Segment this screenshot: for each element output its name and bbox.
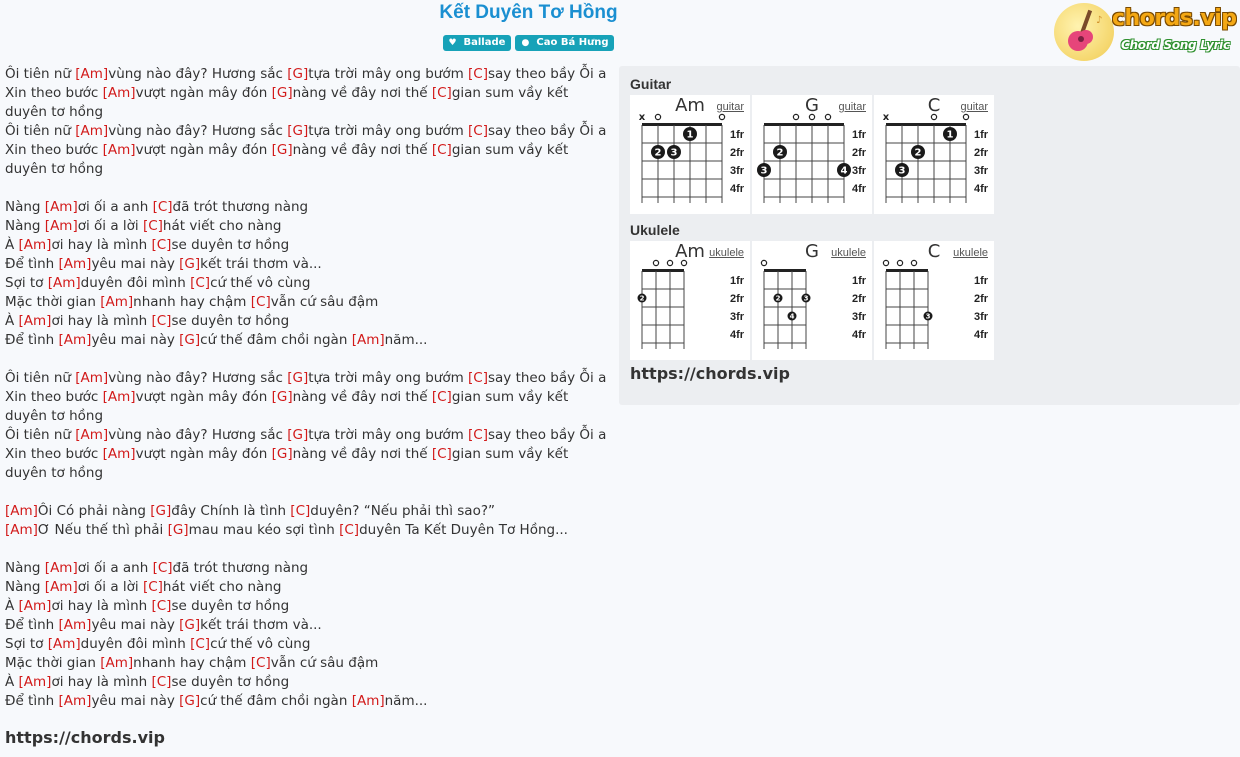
instrument-link[interactable]: ukulele — [831, 247, 866, 259]
fret-label: 4fr — [974, 329, 989, 341]
lyric-text: Để tình — [5, 256, 59, 272]
lyric-text: Sợi tơ — [5, 275, 48, 291]
open-string-marker — [793, 114, 798, 119]
lyric-text: gian sum vầy kết duyên tơ hồng — [5, 389, 569, 424]
finger-number: 3 — [670, 147, 678, 159]
chord-marker[interactable]: [C] — [151, 674, 172, 690]
lyric-text: ơi hay là mình — [51, 313, 152, 329]
chord-marker[interactable]: [G] — [179, 693, 201, 709]
instrument-link[interactable]: guitar — [838, 101, 866, 113]
user-icon: ● — [521, 38, 530, 48]
panel-site-url[interactable]: https://chords.vip — [630, 364, 790, 383]
chord-marker[interactable]: [C] — [431, 446, 452, 462]
lyric-text: Mặc thời gian — [5, 294, 101, 310]
lyric-text: năm... — [384, 693, 428, 709]
chord-marker[interactable]: [Am] — [47, 636, 81, 652]
lyric-text: nàng về đây nơi thế — [292, 446, 432, 462]
lyric-text: gian sum vầy kết duyên tơ hồng — [5, 446, 569, 481]
lyric-gap — [5, 483, 610, 502]
chord-marker[interactable]: [Am] — [44, 560, 78, 576]
chord-marker[interactable]: [G] — [271, 85, 293, 101]
chord-marker[interactable]: [Am] — [102, 389, 136, 405]
chord-marker[interactable]: [C] — [468, 370, 488, 386]
chord-marker[interactable]: [Am] — [18, 674, 52, 690]
finger-number: 3 — [803, 294, 809, 303]
lyric-text: Ôi tiên nữ — [5, 370, 76, 386]
lyric-line — [5, 692, 610, 711]
lyric-text: tựa trời mây ong bướm — [308, 123, 469, 139]
lyric-text: say theo bầy Ỗi a — [487, 427, 607, 443]
chord-marker[interactable]: [C] — [152, 199, 173, 215]
chord-marker[interactable]: [C] — [190, 636, 211, 652]
lyric-text: ơi hay là mình — [51, 674, 152, 690]
lyric-text: Nàng — [5, 199, 45, 215]
lyric-text: yêu mai này — [91, 256, 180, 272]
lyric-text: gian sum vầy kết duyên tơ hồng — [5, 142, 569, 177]
open-string-marker — [681, 260, 686, 265]
guitar-chord-card-g[interactable] — [752, 95, 872, 214]
chord-marker[interactable]: [Am] — [5, 503, 38, 519]
lyric-text: nàng về đây nơi thế — [292, 142, 432, 158]
lyric-line — [5, 236, 610, 255]
chord-marker[interactable]: [Am] — [75, 123, 109, 139]
chord-marker[interactable]: [G] — [271, 389, 293, 405]
fret-label: 4fr — [852, 329, 867, 341]
lyric-text: Xin theo bước — [5, 389, 103, 405]
lyric-text: vượt ngàn mây đón — [135, 142, 272, 158]
lyric-text: Sợi tơ — [5, 636, 48, 652]
fret-label: 1fr — [730, 275, 745, 287]
open-string-marker — [897, 260, 902, 265]
open-string-marker — [719, 114, 724, 119]
chord-marker[interactable]: [G] — [179, 617, 201, 633]
lyric-line — [5, 274, 610, 293]
lyric-line — [5, 654, 610, 673]
lyric-text: đây Chính là tình — [171, 503, 291, 519]
lyric-line — [5, 502, 610, 521]
fret-label: 3fr — [730, 311, 745, 323]
lyric-text: ơi hay là mình — [51, 237, 152, 253]
finger-dot — [895, 163, 909, 177]
lyric-text: nhanh hay chậm — [133, 655, 251, 671]
lyric-text: duyên đôi mình — [80, 636, 191, 652]
chord-marker[interactable]: [G] — [287, 123, 309, 139]
lyric-text: Nàng — [5, 579, 45, 595]
lyric-text: Nàng — [5, 560, 45, 576]
finger-number: 2 — [775, 294, 781, 303]
chord-marker[interactable]: [Am] — [75, 370, 109, 386]
lyric-text: hát viết cho nàng — [162, 579, 282, 595]
chord-marker[interactable]: [C] — [431, 142, 452, 158]
lyric-text: hát viết cho nàng — [162, 218, 282, 234]
lyric-gap — [5, 350, 610, 369]
finger-dot — [638, 294, 647, 303]
lyric-line — [5, 293, 610, 312]
finger-dot — [683, 127, 697, 141]
chord-marker[interactable]: [Am] — [102, 446, 136, 462]
finger-dot — [943, 127, 957, 141]
lyric-text: cứ thế đâm chồi ngàn — [200, 332, 352, 348]
chord-marker[interactable]: [C] — [250, 655, 271, 671]
finger-dot — [774, 294, 783, 303]
chord-marker[interactable]: [G] — [179, 332, 201, 348]
lyric-text: nàng về đây nơi thế — [292, 389, 432, 405]
lyric-text: vượt ngàn mây đón — [135, 389, 272, 405]
chord-marker[interactable]: [C] — [152, 560, 173, 576]
open-string-marker — [809, 114, 814, 119]
finger-dot — [788, 312, 797, 321]
chord-marker[interactable]: [G] — [287, 66, 309, 82]
lyric-text: Ôi tiên nữ — [5, 427, 76, 443]
lyric-text: kết trái thơm và... — [200, 617, 322, 633]
lyric-text: ơi ối a anh — [77, 560, 153, 576]
chord-marker[interactable]: [Am] — [75, 427, 109, 443]
open-string-marker — [963, 114, 968, 119]
lyric-line — [5, 426, 610, 445]
chord-marker[interactable]: [C] — [468, 66, 488, 82]
ukulele-section-label: Ukulele — [630, 222, 680, 238]
lyric-text: yêu mai này — [91, 332, 180, 348]
lyric-gap — [5, 540, 610, 559]
lyric-text: gian sum vầy kết duyên tơ hồng — [5, 85, 569, 120]
lyric-text: Ôi tiên nữ — [5, 66, 76, 82]
lyric-line — [5, 255, 610, 274]
heart-icon: ♥ — [448, 38, 457, 48]
chord-marker[interactable]: [Am] — [58, 693, 92, 709]
lyric-line — [5, 198, 610, 217]
lyric-line — [5, 369, 610, 388]
lyric-text: Để tình — [5, 693, 59, 709]
lyric-text: se duyên tơ hồng — [171, 313, 290, 329]
chord-marker[interactable]: [Am] — [58, 617, 92, 633]
lyric-text: vẫn cứ sâu đậm — [270, 294, 379, 310]
chord-marker[interactable]: [G] — [271, 446, 293, 462]
fret-label: 4fr — [730, 329, 745, 341]
song-title: Kết Duyên Tơ Hồng — [439, 2, 618, 23]
chord-marker[interactable]: [G] — [271, 142, 293, 158]
site-logo[interactable] — [1054, 3, 1240, 63]
lyrics-body — [5, 65, 610, 711]
chord-marker[interactable]: [C] — [339, 522, 360, 538]
lyric-text: vùng nào đây? Hương sắc — [108, 370, 288, 386]
lyric-text: yêu mai này — [91, 617, 180, 633]
lyric-text: đã trót thương nàng — [172, 199, 309, 215]
finger-number: 3 — [925, 312, 931, 321]
chord-marker[interactable]: [C] — [250, 294, 271, 310]
lyric-line — [5, 312, 610, 331]
finger-number: 2 — [654, 147, 662, 159]
chord-diagram — [874, 241, 994, 360]
fret-label: 2fr — [852, 293, 867, 305]
chord-name: C — [927, 95, 941, 116]
lyric-text: vùng nào đây? Hương sắc — [108, 123, 288, 139]
lyric-text: Để tình — [5, 617, 59, 633]
finger-number: 3 — [760, 165, 768, 177]
lyric-line — [5, 331, 610, 350]
fret-label: 3fr — [974, 165, 989, 177]
genre-label: Ballade — [463, 37, 506, 48]
lyric-line — [5, 141, 610, 179]
song-badges — [0, 35, 1057, 51]
lyric-text: Để tình — [5, 332, 59, 348]
fret-label: 4fr — [852, 183, 867, 195]
site-url-footer[interactable]: https://chords.vip — [5, 728, 165, 747]
fret-label: 1fr — [852, 129, 867, 141]
open-string-marker — [667, 260, 672, 265]
chord-marker[interactable]: [C] — [431, 389, 452, 405]
fret-label: 2fr — [730, 293, 745, 305]
lyric-text: duyên đôi mình — [80, 275, 191, 291]
chord-marker[interactable]: [G] — [287, 370, 309, 386]
chord-marker[interactable]: [C] — [151, 237, 172, 253]
fret-label: 3fr — [974, 311, 989, 323]
lyric-text: ơi ối a lời — [77, 579, 143, 595]
lyric-text: se duyên tơ hồng — [171, 598, 290, 614]
chord-marker[interactable]: [Am] — [44, 199, 78, 215]
fret-label: 1fr — [974, 275, 989, 287]
ukulele-chord-card-c[interactable] — [874, 241, 994, 360]
fret-label: 4fr — [974, 183, 989, 195]
fret-label: 3fr — [730, 165, 745, 177]
finger-dot — [837, 163, 851, 177]
lyric-line — [5, 521, 610, 540]
lyric-line — [5, 597, 610, 616]
chord-marker[interactable]: [Am] — [18, 313, 52, 329]
finger-dot — [911, 145, 925, 159]
chord-marker[interactable]: [Am] — [102, 85, 136, 101]
finger-dot — [924, 312, 933, 321]
lyric-text: Xin theo bước — [5, 446, 103, 462]
lyric-line — [5, 388, 610, 426]
instrument-link[interactable]: ukulele — [953, 247, 988, 259]
lyric-text: À — [5, 237, 19, 253]
open-string-marker — [825, 114, 830, 119]
lyric-text: vùng nào đây? Hương sắc — [108, 66, 288, 82]
artist-badge[interactable] — [515, 35, 614, 51]
genre-badge[interactable] — [443, 35, 512, 51]
finger-number: 4 — [789, 312, 795, 321]
fret-label: 3fr — [852, 165, 867, 177]
instrument-link[interactable]: ukulele — [709, 247, 744, 259]
chord-marker[interactable]: [G] — [167, 522, 189, 538]
chord-marker[interactable]: [G] — [150, 503, 172, 519]
finger-number: 1 — [946, 129, 954, 141]
fret-label: 2fr — [852, 147, 867, 159]
lyric-text: se duyên tơ hồng — [171, 674, 290, 690]
chord-marker[interactable]: [G] — [287, 427, 309, 443]
chord-name: G — [805, 95, 819, 116]
chord-marker[interactable]: [C] — [151, 598, 172, 614]
guitar-section-label: Guitar — [630, 76, 672, 92]
chord-marker[interactable]: [Am] — [5, 522, 38, 538]
lyric-line — [5, 578, 610, 597]
lyric-text: say theo bầy Ỗi a — [487, 370, 607, 386]
finger-number: 1 — [686, 129, 694, 141]
lyric-text: Xin theo bước — [5, 85, 103, 101]
finger-dot — [757, 163, 771, 177]
lyric-line — [5, 217, 610, 236]
chord-name: G — [805, 241, 819, 262]
finger-number: 2 — [776, 147, 784, 159]
lyric-text: ơi ối a anh — [77, 199, 153, 215]
lyric-text: tựa trời mây ong bướm — [308, 427, 469, 443]
chord-marker[interactable]: [Am] — [18, 598, 52, 614]
lyric-line — [5, 559, 610, 578]
chord-diagram — [630, 241, 750, 360]
lyric-text: Xin theo bước — [5, 142, 103, 158]
fret-label: 1fr — [974, 129, 989, 141]
chord-marker[interactable]: [C] — [468, 427, 488, 443]
chord-marker[interactable]: [Am] — [351, 332, 385, 348]
lyric-text: yêu mai này — [91, 693, 180, 709]
open-string-marker — [653, 260, 658, 265]
lyric-text: kết trái thơm và... — [200, 256, 322, 272]
lyric-text: duyên? “Nếu phải thì sao?” — [310, 503, 496, 519]
artist-label: Cao Bá Hưng — [536, 37, 609, 48]
lyric-text: Mặc thời gian — [5, 655, 101, 671]
finger-dot — [667, 145, 681, 159]
fret-label: 1fr — [852, 275, 867, 287]
finger-dot — [802, 294, 811, 303]
open-string-marker — [883, 260, 888, 265]
chord-name: Am — [675, 95, 705, 116]
lyric-text: vượt ngàn mây đón — [135, 85, 272, 101]
lyric-text: tựa trời mây ong bướm — [308, 66, 469, 82]
lyric-gap — [5, 179, 610, 198]
chord-marker[interactable]: [C] — [142, 579, 163, 595]
fret-label: 2fr — [730, 147, 745, 159]
chord-marker[interactable]: [C] — [468, 123, 488, 139]
lyric-text: say theo bầy Ỗi a — [487, 123, 607, 139]
finger-dot — [651, 145, 665, 159]
lyric-text: À — [5, 674, 19, 690]
open-string-marker — [655, 114, 660, 119]
chord-marker[interactable]: [C] — [431, 85, 452, 101]
finger-number: 2 — [914, 147, 922, 159]
chord-name: Am — [675, 241, 705, 262]
lyric-text: nhanh hay chậm — [133, 294, 251, 310]
fret-label: 2fr — [974, 293, 989, 305]
fret-label: 3fr — [852, 311, 867, 323]
lyric-line — [5, 84, 610, 122]
lyric-text: À — [5, 313, 19, 329]
chord-diagram — [630, 95, 750, 214]
chord-marker[interactable]: [C] — [290, 503, 311, 519]
finger-number: 4 — [840, 165, 848, 177]
chord-marker[interactable]: [C] — [190, 275, 211, 291]
lyric-text: ơi hay là mình — [51, 598, 152, 614]
lyric-text: cứ thế vô cùng — [210, 275, 311, 291]
chord-marker[interactable]: [Am] — [351, 693, 385, 709]
muted-string-marker: x — [882, 112, 890, 123]
guitar-logo-icon — [1054, 3, 1114, 61]
lyric-line — [5, 65, 610, 84]
chord-name: C — [927, 241, 941, 262]
lyric-text: năm... — [384, 332, 428, 348]
lyric-line — [5, 635, 610, 654]
lyric-line — [5, 445, 610, 483]
lyric-text: se duyên tơ hồng — [171, 237, 290, 253]
lyric-line — [5, 122, 610, 141]
chord-marker[interactable]: [Am] — [100, 655, 134, 671]
ukulele-chord-card-am[interactable] — [630, 241, 750, 360]
lyric-text: say theo bầy Ỗi a — [487, 66, 607, 82]
lyric-text: tựa trời mây ong bướm — [308, 370, 469, 386]
fret-label: 2fr — [974, 147, 989, 159]
lyric-text: duyên Ta Kết Duyên Tơ Hồng... — [359, 522, 568, 538]
finger-number: 3 — [898, 165, 906, 177]
chord-marker[interactable]: [C] — [142, 218, 163, 234]
instrument-link[interactable]: guitar — [716, 101, 744, 113]
chord-panel — [619, 66, 1240, 405]
lyric-line — [5, 616, 610, 635]
chord-marker[interactable]: [Am] — [102, 142, 136, 158]
lyric-text: Nàng — [5, 218, 45, 234]
lyric-text: Ôi tiên nữ — [5, 123, 76, 139]
fret-label: 1fr — [730, 129, 745, 141]
muted-string-marker: x — [638, 112, 646, 123]
chord-marker[interactable]: [Am] — [100, 294, 134, 310]
finger-dot — [773, 145, 787, 159]
chord-diagram — [874, 95, 994, 214]
chord-marker[interactable]: [Am] — [47, 275, 81, 291]
chord-marker[interactable]: [Am] — [44, 579, 78, 595]
chord-marker[interactable]: [Am] — [58, 332, 92, 348]
open-string-marker — [761, 260, 766, 265]
chord-marker[interactable]: [C] — [151, 313, 172, 329]
ukulele-chord-card-g[interactable] — [752, 241, 872, 360]
svg-text:♪: ♪ — [1096, 15, 1103, 26]
lyric-text: À — [5, 598, 19, 614]
lyric-text: vùng nào đây? Hương sắc — [108, 427, 288, 443]
lyric-text: nàng về đây nơi thế — [292, 85, 432, 101]
guitar-chord-card-c[interactable] — [874, 95, 994, 214]
lyric-text: Ôi Có phải nàng — [37, 503, 151, 519]
lyric-text: Ơ Nếu thế thì phải — [37, 522, 168, 538]
open-string-marker — [911, 260, 916, 265]
chord-marker[interactable]: [Am] — [44, 218, 78, 234]
lyric-text: đã trót thương nàng — [172, 560, 309, 576]
lyric-text: mau mau kéo sợi tình — [188, 522, 340, 538]
chord-diagram — [752, 95, 872, 214]
lyric-text: cứ thế vô cùng — [210, 636, 311, 652]
finger-number: 2 — [639, 294, 645, 303]
lyric-line — [5, 673, 610, 692]
chord-marker[interactable]: [Am] — [58, 256, 92, 272]
logo-text: chords.vip — [1112, 6, 1237, 31]
fret-label: 4fr — [730, 183, 745, 195]
lyric-text: cứ thế đâm chồi ngàn — [200, 693, 352, 709]
chord-marker[interactable]: [G] — [179, 256, 201, 272]
chord-diagram — [752, 241, 872, 360]
chord-marker[interactable]: [Am] — [75, 66, 109, 82]
lyric-text: vẫn cứ sâu đậm — [270, 655, 379, 671]
chord-marker[interactable]: [Am] — [18, 237, 52, 253]
logo-tagline: Chord Song Lyric — [1121, 38, 1230, 52]
lyric-text: vượt ngàn mây đón — [135, 446, 272, 462]
lyric-text: ơi ối a lời — [77, 218, 143, 234]
guitar-chord-card-am[interactable] — [630, 95, 750, 214]
instrument-link[interactable]: guitar — [960, 101, 988, 113]
open-string-marker — [931, 114, 936, 119]
